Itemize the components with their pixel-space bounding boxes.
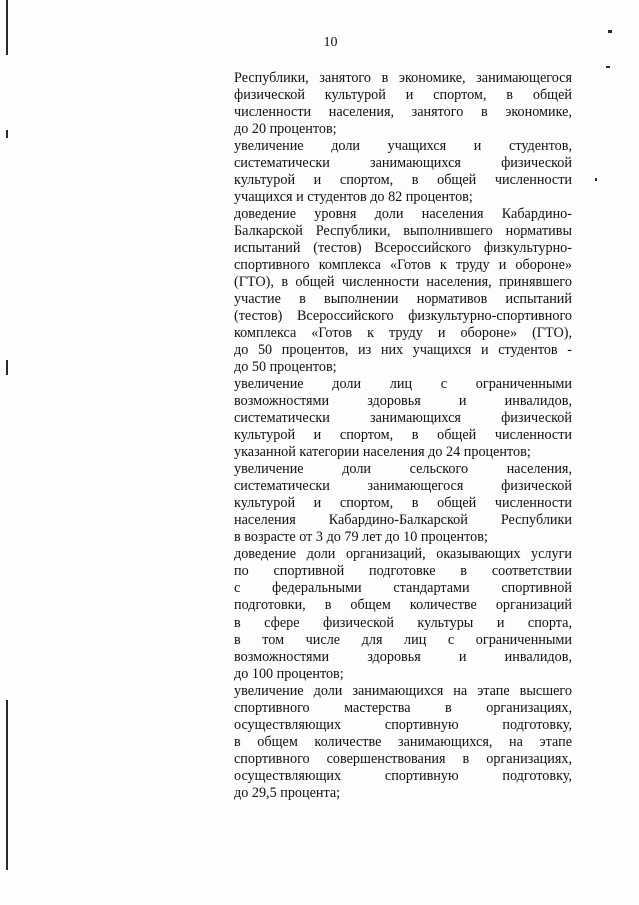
text-line: до 20 процентов;	[234, 121, 337, 138]
text-line: систематически занимающегося физической	[234, 478, 572, 495]
scan-mark	[606, 66, 610, 68]
text-line: в том числе для лиц с ограниченными	[234, 631, 572, 648]
text-line: систематически занимающихся физической	[234, 155, 572, 172]
text-line: возможностями здоровья и инвалидов,	[234, 393, 572, 410]
body-text	[234, 70, 572, 802]
text-line: возможностями здоровья и инвалидов,	[234, 648, 572, 665]
scan-mark	[6, 700, 8, 870]
paragraph	[234, 683, 572, 802]
text-line: спортивного мастерства в организациях,	[234, 699, 572, 716]
text-line: населения Кабардино-Балкарской Республики	[234, 512, 572, 529]
text-line: до 100 процентов;	[234, 665, 344, 682]
text-line: Балкарской Республики, выполнившего нормативы	[234, 223, 572, 240]
paragraph	[234, 461, 572, 546]
text-line: культурой и спортом, в общей численности	[234, 427, 572, 444]
text-line: осуществляющих спортивную подготовку,	[234, 716, 572, 733]
text-line: систематически занимающихся физической	[234, 410, 572, 427]
text-line: спортивного совершенствования в организациях,	[234, 750, 572, 767]
text-line: в сфере физической культуры и спорта,	[234, 614, 572, 631]
text-line: численности населения, занятого в экономике,	[234, 104, 572, 121]
text-line: подготовки, в общем количестве организаций	[234, 597, 572, 614]
text-line: (ГТО), в общей численности населения, принявшего	[234, 274, 572, 291]
text-line: физической культурой и спортом, в общей	[234, 87, 572, 104]
text-line: до 50 процентов;	[234, 359, 337, 376]
text-line: культурой и спортом, в общей численности	[234, 495, 572, 512]
text-line: до 50 процентов, из них учащихся и студентов -	[234, 342, 572, 359]
text-line: доведение уровня доли населения Кабардино-	[234, 206, 572, 223]
text-line: спортивного комплекса «Готов к труду и обороне»	[234, 257, 572, 274]
text-line: указанной категории населения до 24 процентов;	[234, 444, 531, 461]
text-line: увеличение доли сельского населения,	[234, 461, 572, 478]
scan-mark	[6, 0, 8, 55]
text-line: участие в выполнении нормативов испытаний	[234, 291, 572, 308]
paragraph	[234, 546, 572, 682]
paragraph	[234, 206, 572, 376]
scan-mark	[6, 130, 8, 138]
scan-mark	[608, 30, 612, 33]
scan-mark	[595, 178, 597, 181]
text-line: испытаний (тестов) Всероссийского физкультурно-	[234, 240, 572, 257]
text-line: увеличение доли лиц с ограниченными	[234, 376, 572, 393]
text-line: учащихся и студентов до 82 процентов;	[234, 189, 473, 206]
page-number: 10	[323, 35, 338, 50]
text-line: в возрасте от 3 до 79 лет до 10 процентов;	[234, 529, 488, 546]
text-line: комплекса «Готов к труду и обороне» (ГТО),	[234, 325, 572, 342]
text-line: по спортивной подготовке в соответствии	[234, 563, 572, 580]
text-line: до 29,5 процента;	[234, 784, 341, 801]
text-line: культурой и спортом, в общей численности	[234, 172, 572, 189]
text-line: доведение доли организаций, оказывающих услуги	[234, 546, 572, 563]
paragraph	[234, 70, 572, 138]
paragraph	[234, 138, 572, 206]
text-line: с федеральными стандартами спортивной	[234, 580, 572, 597]
text-line: увеличение доли учащихся и студентов,	[234, 138, 572, 155]
text-line: (тестов) Всероссийского физкультурно-спортивного	[234, 308, 572, 325]
paragraph	[234, 376, 572, 461]
text-line: осуществляющих спортивную подготовку,	[234, 767, 572, 784]
text-line: увеличение доли занимающихся на этапе высшего	[234, 682, 572, 699]
text-line: в общем количестве занимающихся, на этапе	[234, 733, 572, 750]
text-line: Республики, занятого в экономике, занимающегося	[234, 70, 572, 86]
scan-mark	[6, 360, 8, 375]
